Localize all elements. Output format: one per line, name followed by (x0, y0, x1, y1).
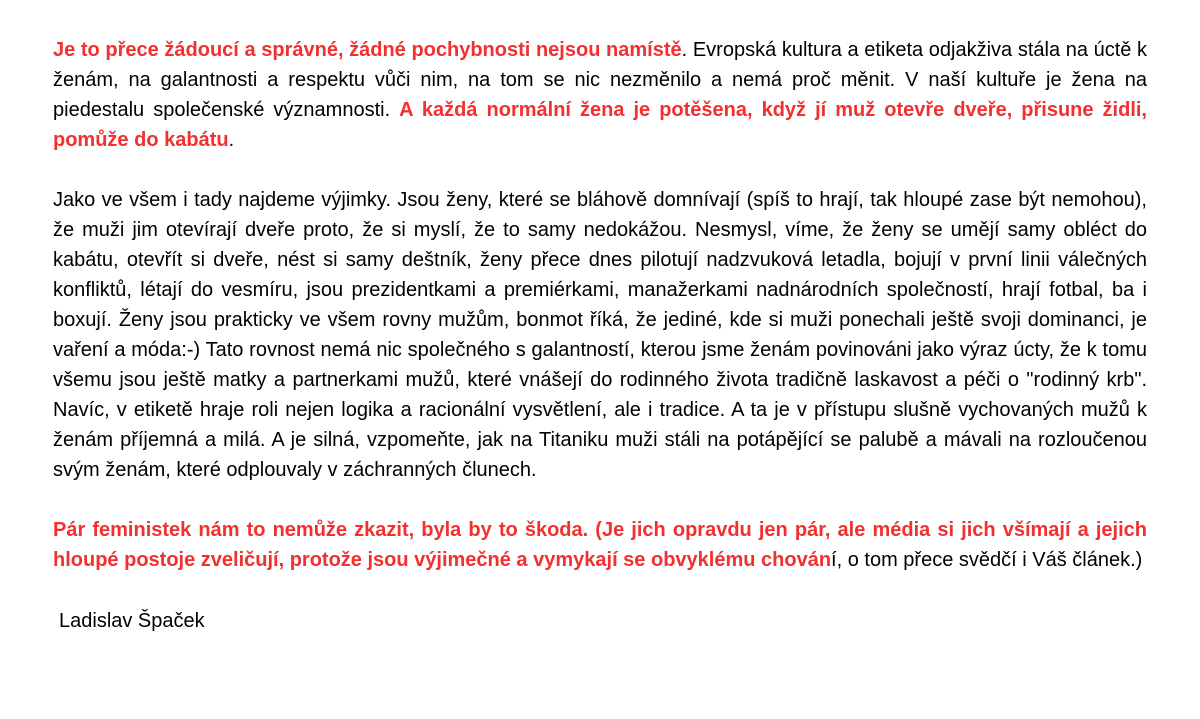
highlight-text: Je to přece žádoucí a správné, žádné pochybnosti nejsou namístě (53, 39, 682, 61)
body-text: . (228, 129, 235, 151)
letter-document (53, 35, 1147, 636)
body-text: . Evropská kultura a etiketa odjakživa stála na úctě k ženám, na galantnosti a respektu vůči nim, na tom se nic nezměnilo a nemá proč měnit. V naší kultuře je žena na piedestalu společenské významnosti. (53, 39, 1148, 121)
body-text: í, o tom přece svědčí i Váš článek.) (831, 549, 1143, 571)
paragraph-feminists (53, 515, 1147, 575)
paragraph-intro (53, 35, 1147, 155)
highlight-text: Pár feministek nám to nemůže zkazit, byla by to škoda. (Je jich opravdu jen pár, ale média si jich všímají a jejich hloupé postoje zveličují, protože jsou výjimečné a vymykají se obvyklému chován (53, 519, 1147, 571)
highlight-text: A každá normální žena je potěšena, když jí muž otevře dveře, přisune židli, pomůže do kabátu (53, 99, 1147, 151)
signature: Ladislav Špaček (59, 610, 205, 632)
paragraph-exceptions: Jako ve všem i tady najdeme výjimky. Jsou ženy, které se bláhově domnívají (spíš to hrají, tak hloupé zase být nemohou), že muži jim otevírají dveře proto, že si myslí, že to samy nedokážou. Nesmysl, víme, že ženy se umějí samy obléct do kabátu, otevřít si dveře, nést si samy deštník, ženy přece dnes pilotují nadzvuková letadla, bojují v první linii válečných konfliktů, létají do vesmíru, jsou prezidentkami a premiérkami, manažerkami nadnárodních společností, hrají fotbal, ba i boxují. Ženy jsou prakticky ve všem rovny mužům, bonmot říká, že jediné, kde si muži ponechali ještě svoji dominanci, je vaření a móda:-) Tato rovnost nemá nic společného s galantností, kterou jsme ženám povinováni jako výraz úcty, že k tomu všemu jsou ještě matky a partnerkami mužů, které vnášejí do rodinného života tradičně laskavost a péči o "rodinný krb". Navíc, v etiketě hraje roli nejen logika a racionální vysvětlení, ale i tradice. A ta je v přístupu slušně vychovaných mužů k ženám příjemná a milá. A je silná, vzpomeňte, jak na Titaniku muži stáli na potápějící se palubě a mávali na rozloučenou svým ženám, které odplouvaly v záchranných člunech. (53, 189, 1147, 481)
